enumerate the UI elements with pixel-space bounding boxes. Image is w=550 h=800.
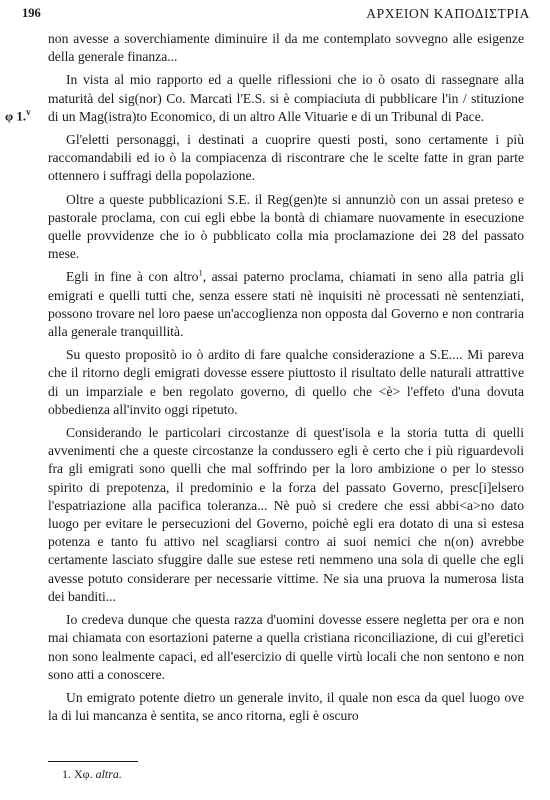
footnote-word: altra. xyxy=(95,767,122,781)
paragraph: Gl'eletti personaggi, i destinati a cuoprire questi posti, sono certamente i più raccomandabili ed io ò la compiacenza di riscontrare che le scelte fatte in gran parte ottennero i suffragi della popolazione. xyxy=(48,132,524,184)
paragraph-text: Egli in fine à con altro xyxy=(66,269,199,285)
body-text xyxy=(48,30,524,725)
paragraph: Considerando le particolari circostanze di quest'isola e la storia tutta di quelli avvenimenti che a queste circostanze la condussero egli è certo che i più riguardevoli fra gli emigrati sono quelli che mal soffrindo per la loro ambizione o per lo stesso spirito di prepotenza, il predominio e la forza del passato Governo, presc[i]elsero l'espatriazione alla pacifica toleranza... Nè può si credere che essi abbi<a>no dato luogo per evitare le persecuzioni del Governo, poichè egli era dotato di una sì estesa potenza e tanto fu attivo nel scagliarsi contro ai suoi nemici che n(on) avrebbe certamente lasciato sfuggire dalle sue estese reti nemmeno una sola di quelle che egli avesse potuto considerare per necessarie vittime. Ne sia una pruova la numerosa lista dei banditi... xyxy=(48,425,524,604)
paragraph-text: , assai paterno proclama, chiamati in seno alla patria gli emigrati e quelli tutti che, senza essere stati nè inquisiti nè processati nè sentenziati, possono trovare nel loro paese un'accoglienza non opposta dal Governo e non contraria alla generale tranquillità. xyxy=(48,269,524,340)
footnote-reference: 1 xyxy=(198,267,203,278)
footnote-number: 1. xyxy=(62,767,71,781)
paragraph: Oltre a queste pubblicazioni S.E. il Reg(gen)te si annunziò con un assai preteso e pastorale proclama, con cui egli ebbe la bontà di chiamare nuovamente in esecuzione quelle provvidenze che io ò pubblicato colla mia proclamazione dei 28 del passato mese. xyxy=(48,191,524,262)
paragraph: non avesse a soverchiamente diminuire il da me contemplato sovvegno alle esigenze della generale finanza... xyxy=(48,31,524,65)
paragraph: Un emigrato potente dietro un generale invito, il quale non esca da quel luogo ove la di lui mancanza è sentita, se anco ritorna, egli è oscuro xyxy=(48,689,524,724)
running-head: ΑΡΧΕΙΟΝ ΚΑΠΟΔΙΣΤΡΙΑ xyxy=(366,6,530,21)
margin-folio-note xyxy=(5,107,31,124)
paragraph: In vista al mio rapporto ed a quelle riflessioni che io ò osato di rassegnare alla maturità del sig(nor) Co. Marcati l'E.S. si è compiaciuta di pubblicare l'in / stituzione di un Mag(istra)to Economico, di un altro Alle Vituarie e di un Tribunal di Pace. xyxy=(48,72,524,124)
paragraph: Su questo propositò io ò ardito di fare qualche considerazione a S.E.... Mi pareva che il ritorno degli emigrati dovesse essere piuttosto il risultato delle naturali attrattive di un imparziale e ben regolato governo, di quello che <è> l'effeto d'una dovuta obbedienza all'invito oggi ripetuto. xyxy=(48,347,524,417)
paragraph: Io credeva dunque che questa razza d'uomini dovesse essere negletta per ora e non mai chiamata con esortazioni paterne a quella cristiana riconciliazione, di cui gl'eretici non sono lealmente capaci, ed all'esercizio di quelle virtù locali che non sentono e non sono atti a conoscere. xyxy=(48,612,524,682)
page-header xyxy=(0,6,550,24)
footnote xyxy=(62,767,122,782)
paragraph-with-footnote xyxy=(48,268,524,341)
footnote-label: Χφ. xyxy=(74,767,93,781)
folio-side: v xyxy=(26,107,31,117)
folio-label: φ 1. xyxy=(5,108,27,124)
page-number: 196 xyxy=(22,6,41,20)
footnote-rule xyxy=(48,761,138,762)
